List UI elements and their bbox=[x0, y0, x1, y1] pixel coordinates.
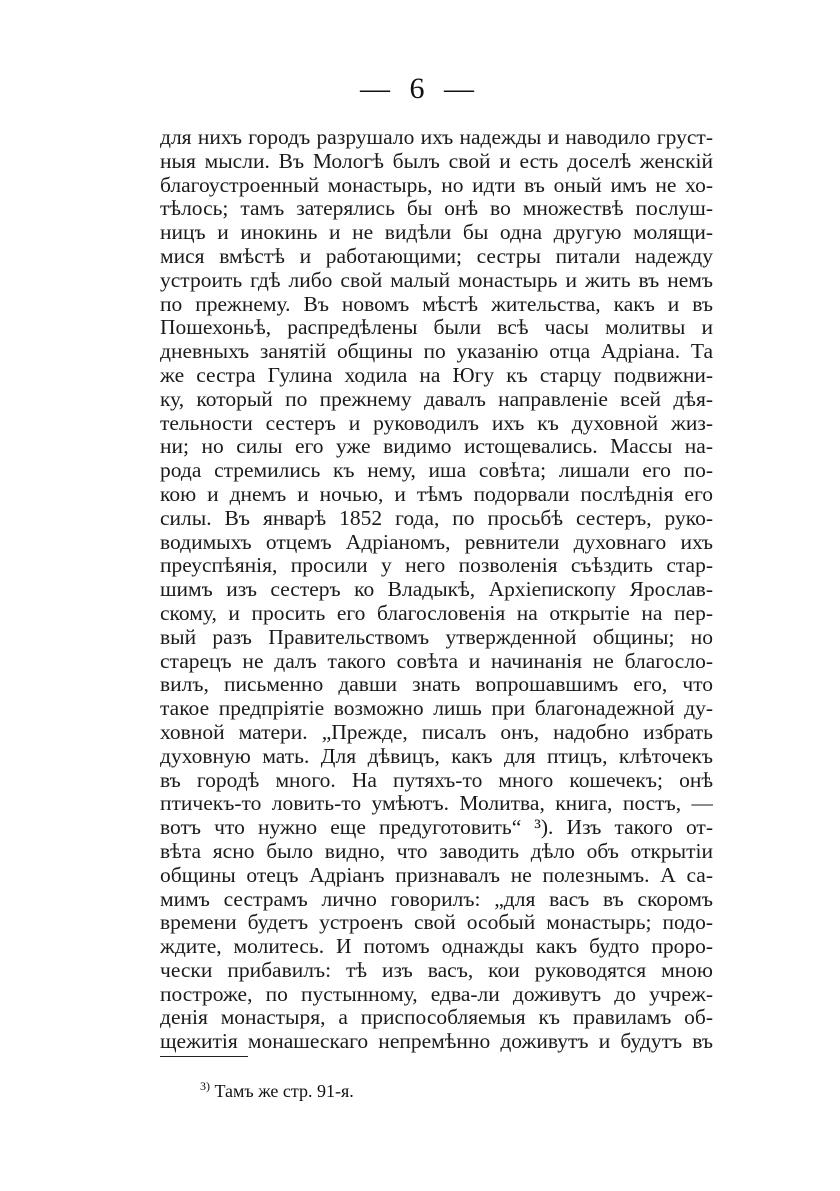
text-line: построже, по пустынному, едва-ли доживутъ до учреж- bbox=[160, 982, 713, 1006]
text-line: водимыхъ отцемъ Адріаномъ, ревнители духовнаго ихъ bbox=[160, 530, 713, 554]
text-line: Пошехоньѣ, распредѣлены были всѣ часы молитвы и bbox=[160, 316, 713, 340]
text-line: чески прибавилъ: тѣ изъ васъ, кои руководятся мною bbox=[160, 958, 713, 982]
text-line: по прежнему. Въ новомъ мѣстѣ жительства, какъ и въ bbox=[160, 292, 713, 316]
text-line: денія монастыря, а приспособляемыя къ правиламъ об- bbox=[160, 1006, 713, 1030]
text-line: птичекъ-то ловить-то умѣютъ. Молитва, книга, постъ, — bbox=[160, 792, 713, 816]
footnote-divider bbox=[160, 1056, 248, 1057]
body-text bbox=[160, 126, 713, 1054]
footnote-marker: 3) bbox=[200, 1079, 210, 1093]
page-number: — 6 — bbox=[360, 72, 480, 105]
text-line: ждите, молитесь. И потомъ однажды какъ будто проро- bbox=[160, 935, 713, 959]
text-line: мися вмѣстѣ и работающими; сестры питали надежду bbox=[160, 244, 713, 268]
text-line: преуспѣянія, просили у него позволенія съѣздить стар- bbox=[160, 554, 713, 578]
text-line: силы. Въ январѣ 1852 года, по просьбѣ сестеръ, руко- bbox=[160, 506, 713, 530]
text-line: въ городѣ много. На путяхъ-то много кошечекъ; онѣ bbox=[160, 768, 713, 792]
text-line: кою и днемъ и ночью, и тѣмъ подорвали послѣднія его bbox=[160, 482, 713, 506]
text-line: ныя мысли. Въ Мологѣ былъ свой и есть доселѣ женскій bbox=[160, 149, 713, 173]
text-line: духовную мать. Для дѣвицъ, какъ для птицъ, клѣточекъ bbox=[160, 744, 713, 768]
text-line: же сестра Гулина ходила на Югу къ старцу подвижни- bbox=[160, 363, 713, 387]
text-line: ку, который по прежнему давалъ направленіе всей дѣя- bbox=[160, 387, 713, 411]
text-line: устроить гдѣ либо свой малый монастырь и жить въ немъ bbox=[160, 268, 713, 292]
text-line: ховной матери. „Прежде, писалъ онъ, надобно избрать bbox=[160, 720, 713, 744]
footnote-text: Тамъ же стр. 91-я. bbox=[210, 1081, 354, 1101]
text-line: вотъ что нужно еще предуготовить“ ³). Изъ такого от- bbox=[160, 816, 713, 840]
text-line: мимъ сестрамъ лично говорилъ: „для васъ въ скоромъ bbox=[160, 887, 713, 911]
text-line: скому, и просить его благословенія на открытіе на пер- bbox=[160, 601, 713, 625]
text-line: тѣлось; тамъ затерялись бы онѣ во множествѣ послуш- bbox=[160, 197, 713, 221]
text-line: шимъ изъ сестеръ ко Владыкѣ, Архіепископу Ярослав- bbox=[160, 578, 713, 602]
text-line: ницъ и инокинь и не видѣли бы одна другую молящи- bbox=[160, 221, 713, 245]
text-line: вый разъ Правительствомъ утвержденной общины; но bbox=[160, 625, 713, 649]
text-line: благоустроенный монастырь, но идти въ оный имъ не хо- bbox=[160, 173, 713, 197]
text-line: ни; но силы его уже видимо истощевались. Массы на- bbox=[160, 435, 713, 459]
footnote bbox=[200, 1080, 354, 1102]
text-line: тельности сестеръ и руководилъ ихъ къ духовной жиз- bbox=[160, 411, 713, 435]
text-line: старецъ не далъ такого совѣта и начинанія не благосло- bbox=[160, 649, 713, 673]
text-line: общины отецъ Адріанъ признавалъ не полезнымъ. А са- bbox=[160, 863, 713, 887]
text-line: дневныхъ занятій общины по указанію отца Адріана. Та bbox=[160, 340, 713, 364]
text-line: вѣта ясно было видно, что заводить дѣло объ открытіи bbox=[160, 839, 713, 863]
text-line: щежитія монашескаго непремѣнно доживутъ и будутъ въ bbox=[160, 1030, 713, 1054]
text-line: рода стремились къ нему, иша совѣта; лишали его по- bbox=[160, 459, 713, 483]
text-line: вилъ, письменно давши знать вопрошавшимъ его, что bbox=[160, 673, 713, 697]
text-line: такое предпріятіе возможно лишь при благонадежной ду- bbox=[160, 697, 713, 721]
text-line: времени будетъ устроенъ свой особый монастырь; подо- bbox=[160, 911, 713, 935]
text-line: для нихъ городъ разрушало ихъ надежды и наводило груст- bbox=[160, 126, 713, 149]
